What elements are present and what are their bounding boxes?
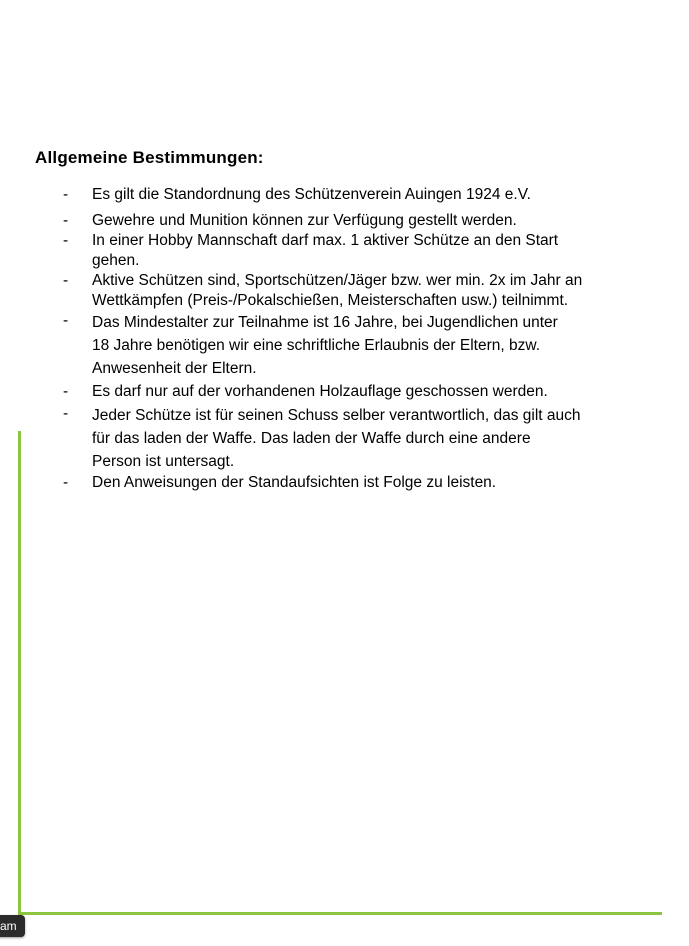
list-item-text: Es gilt die Standordnung des Schützenverein Auingen 1924 e.V. [92,186,531,203]
corner-tab[interactable]: am [0,915,25,937]
list-bullet: - [63,186,69,203]
list-item-text: Gewehre und Munition können zur Verfügung gestellt werden. [92,212,517,229]
list-item-text: Das Mindestalter zur Teilnahme ist 16 Jahre, bei Jugendlichen unter [92,314,558,331]
list-item [60,404,660,473]
list-item-text: für das laden der Waffe. Das laden der Waffe durch eine andere [92,430,531,447]
list-item [60,311,660,380]
rules-list [60,185,660,493]
list-item [60,473,660,493]
list-item [60,211,660,231]
list-item [60,231,660,271]
list-bullet: - [63,383,69,400]
list-item-text: Es darf nur auf der vorhandenen Holzauflage geschossen werden. [92,383,548,400]
list-bullet: - [63,272,69,289]
list-item-text: Person ist untersagt. [92,453,235,470]
list-item-text: Wettkämpfen (Preis-/Pokalschießen, Meisterschaften usw.) teilnimmt. [92,292,569,309]
list-item [60,271,660,311]
frame-border-left [18,431,21,915]
section-heading: Allgemeine Bestimmungen: [35,148,264,167]
list-bullet: - [63,312,69,329]
list-item [60,382,660,402]
list-item-text: In einer Hobby Mannschaft darf max. 1 aktiver Schütze an den Start [92,232,559,249]
list-item-text: 18 Jahre benötigen wir eine schriftliche Erlaubnis der Eltern, bzw. [92,337,541,354]
list-item-text: Anwesenheit der Eltern. [92,360,257,377]
list-bullet: - [63,232,69,249]
list-bullet: - [63,474,69,491]
list-item-text: Aktive Schützen sind, Sportschützen/Jäger bzw. wer min. 2x im Jahr an [92,272,583,289]
list-item-text: Den Anweisungen der Standaufsichten ist Folge zu leisten. [92,474,497,491]
list-item-text: Jeder Schütze ist für seinen Schuss selber verantwortlich, das gilt auch [92,407,581,424]
list-bullet: - [63,212,69,229]
frame-border-bottom [18,912,662,915]
list-bullet: - [63,405,69,422]
list-item-text: gehen. [92,252,140,269]
list-item [60,185,660,205]
